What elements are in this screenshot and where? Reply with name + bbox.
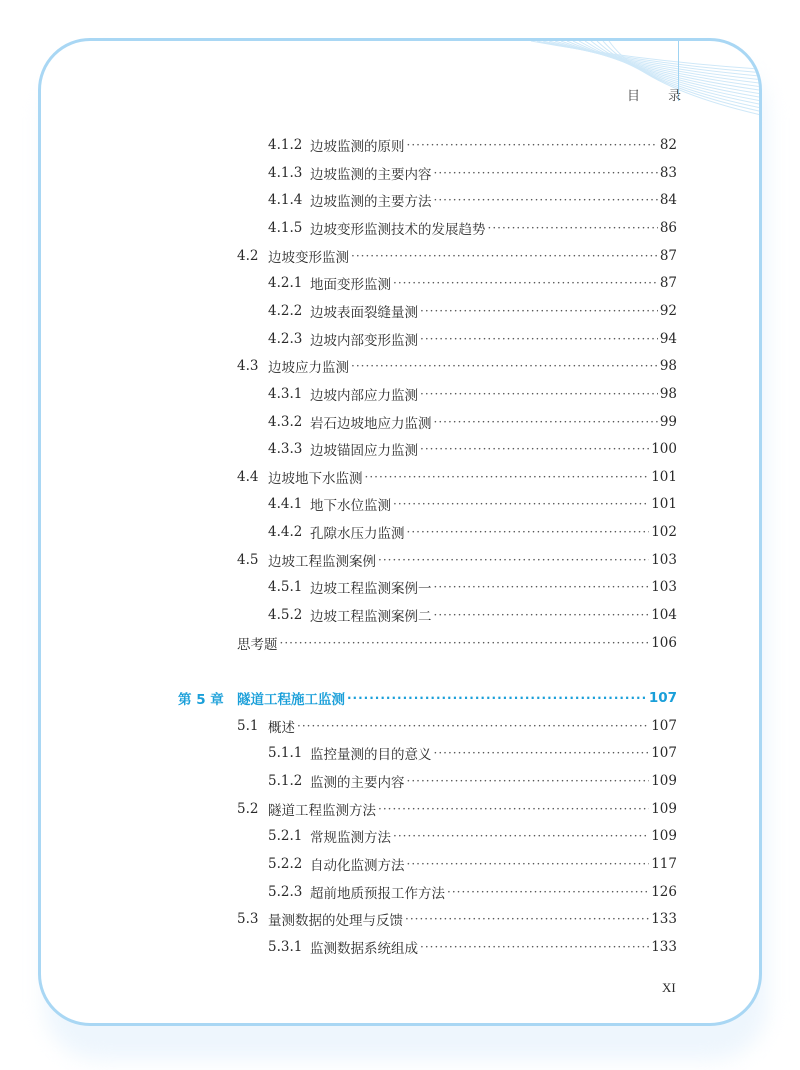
entry-page: 103 [651, 551, 677, 568]
entry-page: 83 [659, 164, 677, 181]
dot-leader [405, 912, 649, 926]
entry-page: 133 [651, 938, 677, 955]
entry-page: 109 [651, 772, 677, 789]
dot-leader [347, 691, 647, 705]
toc-entry[interactable] [237, 464, 677, 490]
dot-leader [434, 746, 650, 760]
entry-number: 4.3 [237, 358, 259, 375]
dot-leader [407, 774, 650, 788]
entry-page: 98 [659, 385, 677, 402]
toc-entry[interactable] [268, 768, 677, 794]
toc-entry[interactable] [237, 906, 677, 932]
dot-leader [434, 415, 658, 429]
entry-title: 常规监测方法 [310, 830, 391, 847]
dot-leader [420, 332, 658, 346]
dot-leader [407, 857, 650, 871]
toc-entry[interactable] [268, 823, 677, 849]
entry-title: 自动化监测方法 [310, 857, 405, 874]
toc-entry[interactable] [268, 491, 677, 517]
dot-leader [351, 359, 658, 373]
entry-title: 监测的主要内容 [310, 774, 405, 791]
entry-page: 107 [651, 745, 677, 762]
dot-leader [365, 470, 650, 484]
toc-entry[interactable] [237, 243, 677, 269]
entry-title: 隧道工程监测方法 [268, 802, 376, 819]
toc-entry[interactable] [268, 409, 677, 435]
dot-leader [434, 193, 658, 207]
toc-entry[interactable] [268, 574, 677, 600]
entry-title: 岩石边坡地应力监测 [310, 415, 432, 432]
entry-number: 5.2.2 [268, 855, 303, 872]
entry-page: 100 [651, 441, 677, 458]
entry-page: 87 [659, 247, 677, 264]
entry-page: 94 [659, 330, 677, 347]
entry-number: 5.2 [237, 800, 259, 817]
entry-number: 4.1.5 [268, 219, 303, 236]
running-header: 目 录 [627, 89, 694, 104]
entry-title: 监控量测的目的意义 [310, 747, 432, 764]
entry-page: 82 [659, 137, 677, 153]
entry-page: 104 [651, 607, 677, 624]
entry-page: 99 [659, 413, 677, 430]
toc-entry[interactable] [268, 132, 677, 158]
toc-entry[interactable] [237, 353, 677, 379]
toc-entry[interactable] [237, 630, 677, 656]
entry-title: 隧道工程施工监测 [237, 692, 345, 708]
dot-leader [447, 885, 649, 899]
entry-page: 102 [651, 524, 677, 541]
entry-page: 109 [651, 828, 677, 845]
entry-number: 4.2.3 [268, 330, 303, 347]
toc-entry[interactable] [268, 851, 677, 877]
entry-number: 5.1.1 [268, 745, 303, 762]
dot-leader [280, 636, 650, 650]
toc-entry[interactable] [237, 796, 677, 822]
entry-number: 4.3.1 [268, 385, 303, 402]
dot-leader [393, 497, 649, 511]
entry-number: 4.5.1 [268, 579, 303, 596]
entry-title: 边坡内部应力监测 [310, 387, 418, 404]
entry-page: 103 [651, 579, 677, 596]
entry-number: 4.2.1 [268, 275, 303, 292]
toc-entry[interactable] [237, 713, 677, 739]
dot-leader [407, 138, 658, 152]
entry-title: 边坡变形监测 [268, 249, 349, 266]
entry-page: 101 [651, 468, 677, 485]
entry-title: 地下水位监测 [310, 498, 391, 515]
entry-number: 5.1.2 [268, 772, 303, 789]
entry-title: 地面变形监测 [310, 277, 391, 294]
entry-page: 106 [651, 634, 677, 651]
dot-leader [378, 553, 649, 567]
entry-title: 边坡地下水监测 [268, 470, 363, 487]
entry-number: 4.4.1 [268, 496, 303, 513]
entry-title: 边坡锚固应力监测 [310, 443, 418, 460]
toc-entry[interactable] [268, 934, 677, 960]
entry-title: 边坡监测的主要内容 [310, 166, 432, 183]
toc-chapter-entry[interactable] [178, 685, 677, 711]
toc-entry[interactable] [268, 602, 677, 628]
dot-leader [393, 276, 658, 290]
dot-leader [420, 304, 658, 318]
entry-page: 101 [651, 496, 677, 513]
dot-leader [393, 829, 649, 843]
entry-number: 4.4 [237, 468, 259, 485]
entry-page: 107 [651, 717, 677, 734]
toc-entry[interactable] [268, 879, 677, 905]
entry-page: 87 [659, 275, 677, 292]
entry-title: 边坡监测的主要方法 [310, 194, 432, 211]
dot-leader [488, 221, 658, 235]
dot-leader [407, 525, 650, 539]
entry-number: 4.3.3 [268, 441, 303, 458]
entry-title: 边坡监测的原则 [310, 139, 405, 155]
toc-entry[interactable] [268, 519, 677, 545]
entry-page: 107 [648, 690, 677, 706]
entry-page: 133 [651, 911, 677, 928]
page-number: XI [662, 980, 676, 995]
toc-entry[interactable] [268, 270, 677, 296]
entry-title: 量测数据的处理与反馈 [268, 913, 403, 930]
entry-title: 边坡应力监测 [268, 360, 349, 377]
toc-entry[interactable] [237, 547, 677, 573]
entry-title: 边坡工程监测案例二 [310, 609, 432, 626]
entry-number: 4.1.3 [268, 164, 303, 181]
entry-number: 5.1 [237, 717, 259, 734]
entry-number: 4.1.2 [268, 137, 303, 153]
entry-title: 概述 [268, 719, 295, 736]
entry-number: 5.2.3 [268, 883, 303, 900]
dot-leader [378, 802, 649, 816]
dot-leader [434, 608, 650, 622]
entry-number: 4.5.2 [268, 607, 303, 624]
dot-leader [420, 387, 658, 401]
toc-entry[interactable] [268, 436, 677, 462]
entry-title: 边坡工程监测案例一 [310, 581, 432, 598]
entry-title: 边坡表面裂缝量测 [310, 304, 418, 321]
entry-title: 边坡内部变形监测 [310, 332, 418, 349]
entry-number: 4.2.2 [268, 302, 303, 319]
toc-entry[interactable] [268, 740, 677, 766]
entry-page: 98 [659, 358, 677, 375]
entry-number: 5.3 [237, 911, 259, 928]
entry-title: 孔隙水压力监测 [310, 526, 405, 543]
toc-entry[interactable] [268, 326, 677, 352]
entry-number: 4.1.4 [268, 192, 303, 209]
entry-number: 5.3.1 [268, 938, 303, 955]
dot-leader [420, 940, 649, 954]
entry-number: 4.5 [237, 551, 259, 568]
dot-leader [434, 166, 658, 180]
entry-page: 84 [659, 192, 677, 209]
entry-page: 86 [659, 219, 677, 236]
dot-leader [420, 442, 649, 456]
entry-number: 4.4.2 [268, 524, 303, 541]
toc-entry[interactable] [268, 187, 677, 213]
entry-page: 117 [651, 855, 677, 872]
entry-title: 边坡变形监测技术的发展趋势 [310, 221, 486, 238]
entry-title: 监测数据系统组成 [310, 940, 418, 957]
toc-entry[interactable] [268, 298, 677, 324]
entry-title: 边坡工程监测案例 [268, 553, 376, 570]
entry-number: 4.2 [237, 247, 259, 264]
entry-page: 92 [659, 302, 677, 319]
dot-leader [297, 719, 649, 733]
entry-title: 超前地质预报工作方法 [310, 885, 445, 902]
entry-number: 5.2.1 [268, 828, 303, 845]
entry-title: 思考题 [237, 636, 278, 653]
entry-page: 126 [651, 883, 677, 900]
dot-leader [351, 249, 658, 263]
entry-number: 4.3.2 [268, 413, 303, 430]
toc-entry[interactable] [268, 160, 677, 186]
entry-page: 109 [651, 800, 677, 817]
dot-leader [434, 580, 650, 594]
toc-entry[interactable] [268, 215, 677, 241]
toc-entry[interactable] [268, 381, 677, 407]
entry-number: 第 5 章 [178, 692, 224, 708]
